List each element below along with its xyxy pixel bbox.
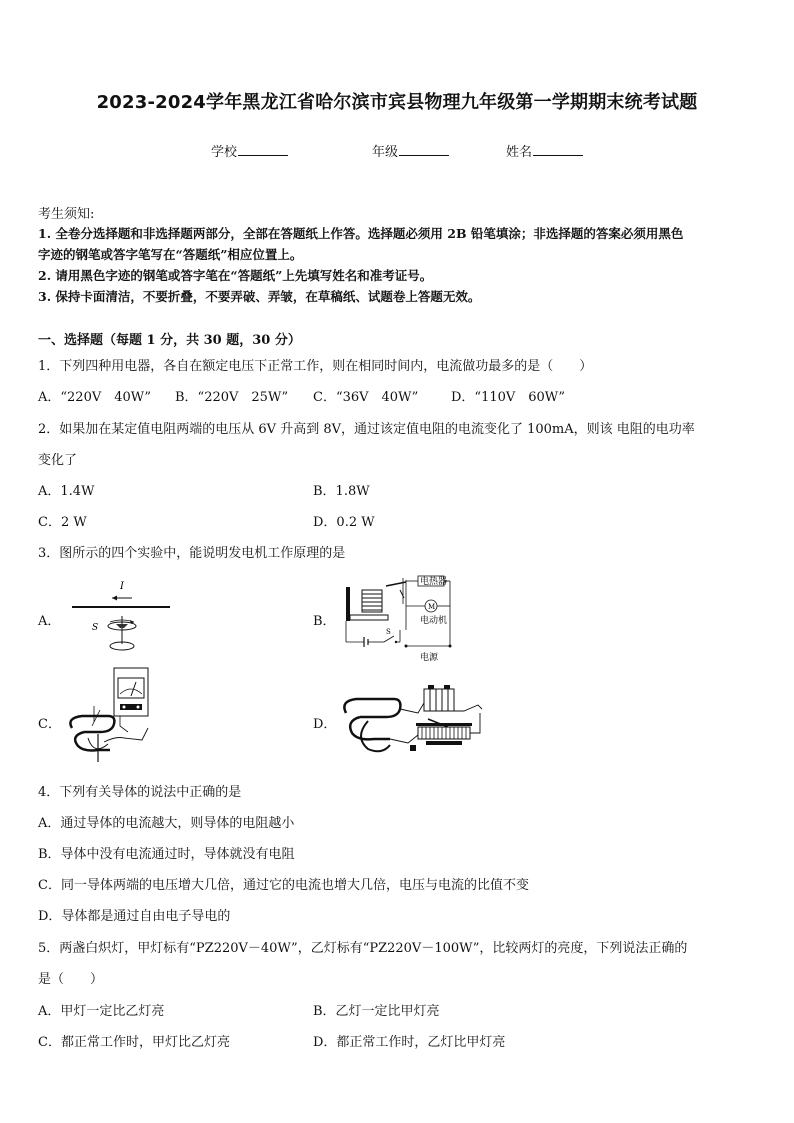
section-title: 一、选择题（每题 1 分，共 30 题，30 分）	[38, 333, 301, 348]
q3-option-a[interactable]: A．	[38, 614, 61, 629]
q5-option-c[interactable]: C．都正常工作时，甲灯比乙灯亮	[38, 1035, 230, 1050]
q2-option-d[interactable]: D．0.2 W	[313, 515, 375, 530]
q3-option-c[interactable]: C．	[38, 717, 61, 732]
question-3: 3．图所示的四个实验中，能说明发电机工作原理的是	[38, 546, 346, 561]
notice-item-3: 3. 保持卡面清洁，不要折叠，不要弄破、弄皱，在草稿纸、试题卷上答题无效。	[38, 289, 481, 304]
q3-option-b[interactable]: B．	[313, 614, 336, 629]
name-blank[interactable]	[533, 143, 583, 156]
page-title: 2023-2024学年黑龙江省哈尔滨市宾县物理九年级第一学期期末统考试题	[96, 92, 698, 113]
q3-figure-b	[344, 574, 456, 664]
name-field	[506, 141, 583, 160]
grade-blank[interactable]	[399, 143, 449, 156]
q3-figure-d	[338, 683, 484, 755]
q2-option-a[interactable]: A．1.4W	[38, 484, 95, 499]
grade-field	[372, 141, 449, 160]
school-blank[interactable]	[238, 143, 288, 156]
b-switch-label: S	[386, 628, 391, 636]
q3-figure-c	[64, 666, 160, 766]
q5-option-b[interactable]: B．乙灯一定比甲灯亮	[313, 1004, 440, 1019]
notice-item-1: 1. 全卷分选择题和非选择题两部分，全部在答题纸上作答。选择题必须用 2B 铅笔填涂；非选择题的答案必须用黑色	[38, 226, 684, 241]
grade-label: 年级	[372, 145, 399, 160]
notice-item-1-cont: 字迹的钢笔或答字笔写在“答题纸”相应位置上。	[38, 247, 303, 262]
q4-option-c[interactable]: C．同一导体两端的电压增大几倍，通过它的电流也增大几倍，电压与电流的比值不变	[38, 878, 529, 893]
notice-heading: 考生须知:	[38, 207, 95, 222]
b-motor-symbol: M	[428, 603, 436, 611]
q1-option-b[interactable]: B．“220V 25W”	[175, 390, 289, 405]
q4-option-a[interactable]: A．通过导体的电流越大，则导体的电阻越小	[38, 816, 295, 831]
q2-option-c[interactable]: C．2 W	[38, 515, 87, 530]
q3-option-d[interactable]: D．	[313, 717, 337, 732]
question-1: 1．下列四种用电器，各自在额定电压下正常工作，则在相同时间内，电流做功最多的是（ ）	[38, 359, 593, 374]
q1-option-c[interactable]: C．“36V 40W”	[313, 390, 419, 405]
q5-option-a[interactable]: A．甲灯一定比乙灯亮	[38, 1004, 165, 1019]
q2-option-b[interactable]: B．1.8W	[313, 484, 370, 499]
q4-option-b[interactable]: B．导体中没有电流通过时，导体就没有电阻	[38, 847, 295, 862]
q5-option-d[interactable]: D．都正常工作时，乙灯比甲灯亮	[313, 1035, 506, 1050]
notice-item-2: 2. 请用黑色字迹的钢笔或答字笔在“答题纸”上先填写姓名和准考证号。	[38, 268, 433, 283]
q3-figure-a	[70, 578, 174, 656]
name-label: 姓名	[506, 145, 533, 160]
school-field	[211, 141, 288, 160]
school-label: 学校	[211, 145, 238, 160]
b-motor-label: 电动机	[420, 616, 448, 626]
b-heater-label: 电热器	[420, 577, 448, 587]
question-4: 4．下列有关导体的说法中正确的是	[38, 785, 242, 800]
q1-option-d[interactable]: D．“110V 60W”	[451, 390, 566, 405]
question-2-cont: 变化了	[38, 453, 78, 468]
question-5: 5．两盏白炽灯，甲灯标有“PZ220V－40W”，乙灯标有“PZ220V－100W”，比较两灯的亮度，下列说法正确的	[38, 941, 688, 956]
a-pole-label: S	[92, 623, 99, 633]
q4-option-d[interactable]: D．导体都是通过自由电子导电的	[38, 909, 231, 924]
a-current-label: I	[120, 581, 124, 592]
question-2: 2．如果加在某定值电阻两端的电压从 6V 升高到 8V，通过该定值电阻的电流变化了 100mA，则该 电阻的电功率	[38, 422, 695, 437]
q1-option-a[interactable]: A．“220V 40W”	[38, 390, 152, 405]
question-5-cont: 是（ ）	[38, 972, 104, 987]
b-source-label: 电源	[420, 653, 439, 663]
